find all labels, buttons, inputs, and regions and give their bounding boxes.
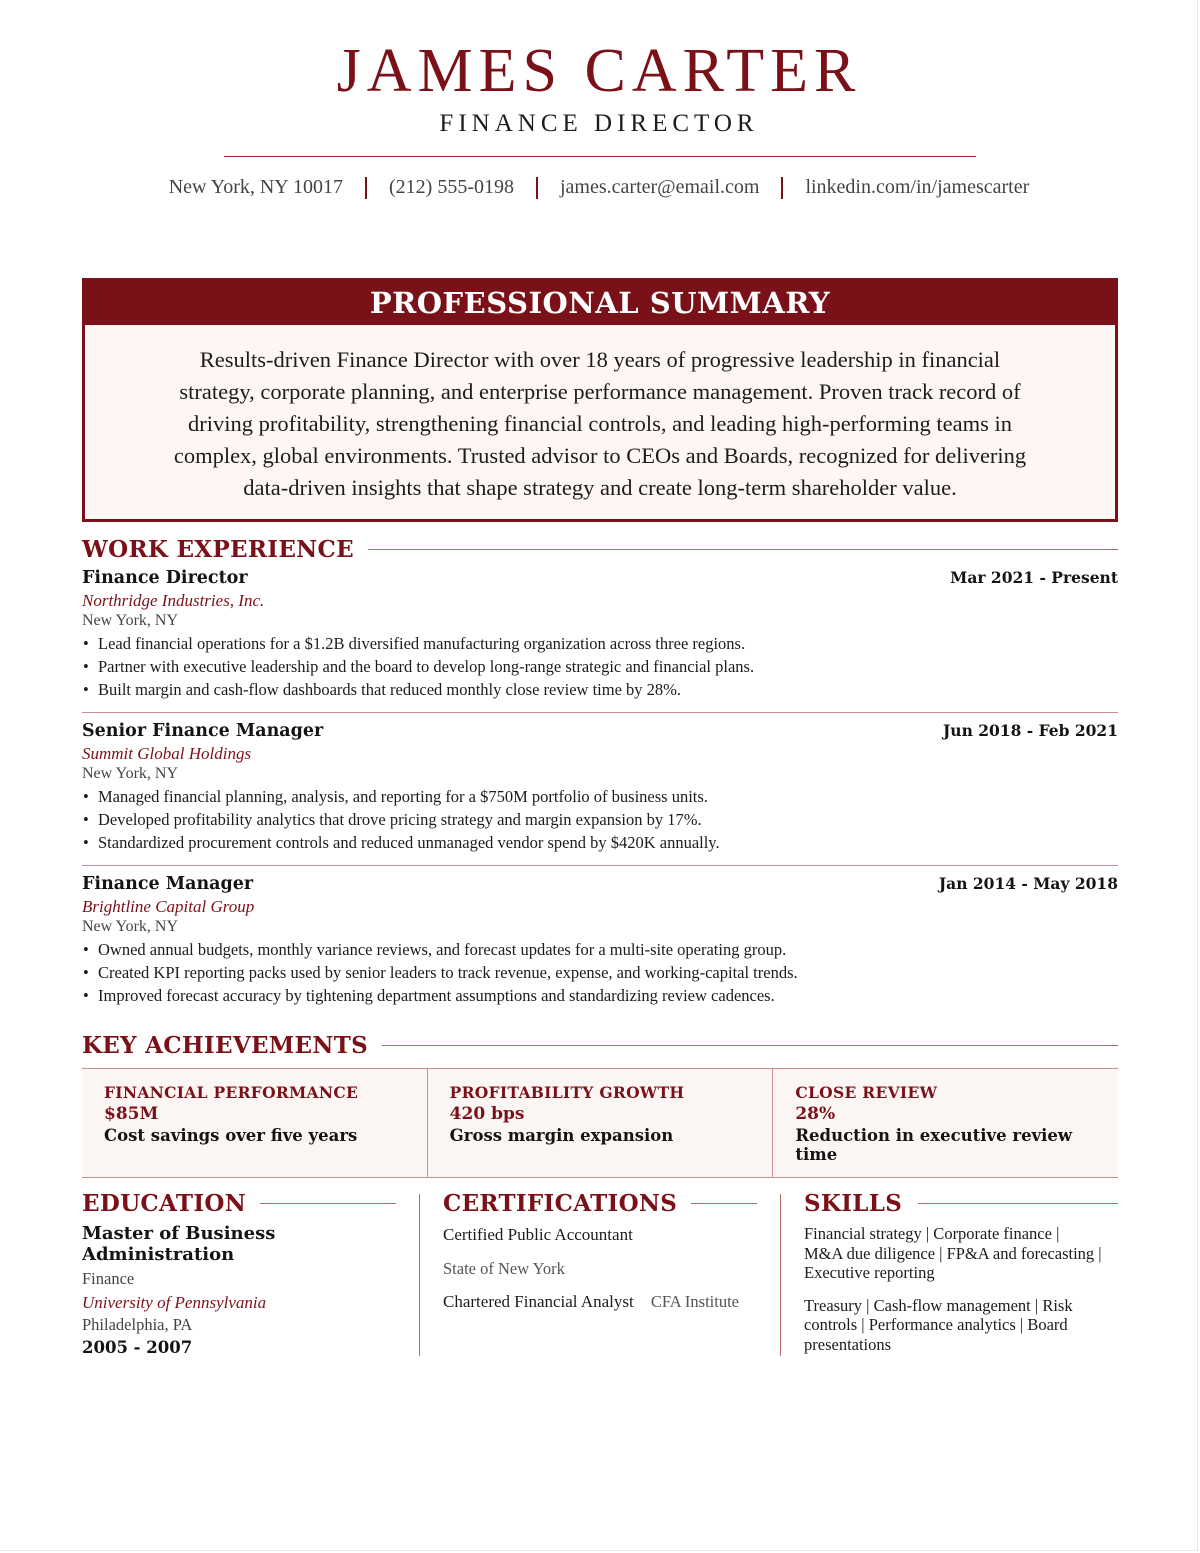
achievement-description: Gross margin expansion: [449, 1126, 674, 1145]
section-title: SKILLS: [804, 1190, 903, 1217]
achievement-card: [82, 1069, 427, 1177]
job-entry: [82, 874, 1118, 1007]
job-divider: [82, 712, 1118, 713]
job-bullet: • Owned annual budgets, monthly variance reviews, and forecast updates for a multi-site operating group.: [82, 938, 1118, 961]
achievement-description: Reduction in executive review time: [795, 1126, 1073, 1164]
summary-line: strategy, corporate planning, and enterprise performance management. Proven track record of: [179, 379, 1021, 404]
column-divider: [780, 1194, 781, 1356]
school-name: University of Pennsylvania: [82, 1293, 267, 1312]
achievement-card: [427, 1069, 773, 1177]
job-bullets: [82, 938, 1118, 1007]
education-column: [82, 1190, 396, 1357]
header-divider: [224, 156, 976, 157]
certifications-column: [443, 1190, 757, 1312]
contact-email: james.carter@email.com: [560, 176, 760, 198]
job-bullet: • Developed profitability analytics that drove pricing strategy and margin expansion by 17%.: [82, 808, 1118, 831]
job-bullet: • Built margin and cash-flow dashboards that reduced monthly close review time by 28%.: [82, 678, 1118, 701]
job-dates: Mar 2021 - Present: [950, 568, 1118, 587]
job-title: Senior Finance Manager: [82, 721, 324, 741]
professional-summary: [82, 278, 1118, 522]
achievement-card: [772, 1069, 1118, 1177]
job-bullet: • Standardized procurement controls and reduced unmanaged vendor spend by $420K annually.: [82, 831, 1118, 854]
summary-line: driving profitability, strengthening financial controls, and leading high-performing teams in: [188, 411, 1012, 436]
section-rule: [260, 1203, 396, 1204]
candidate-title: FINANCE DIRECTOR: [439, 110, 759, 137]
achievement-value: 28%: [795, 1104, 836, 1124]
job-bullet: • Lead financial operations for a $1.2B diversified manufacturing organization across three regions.: [82, 632, 1118, 655]
achievements-panel: [82, 1068, 1118, 1178]
summary-heading: PROFESSIONAL SUMMARY: [85, 281, 1115, 325]
summary-text: [85, 325, 1115, 504]
job-company: Brightline Capital Group: [82, 897, 255, 916]
job-bullet: • Created KPI reporting packs used by senior leaders to track revenue, expense, and working-capital trends.: [82, 961, 1118, 984]
degree-name: Administration: [82, 1244, 235, 1265]
contact-bar: [0, 176, 1198, 199]
achievement-label: FINANCIAL PERFORMANCE: [104, 1083, 359, 1102]
education-years: 2005 - 2007: [82, 1338, 193, 1357]
candidate-name: JAMES CARTER: [336, 37, 862, 105]
school-location: Philadelphia, PA: [82, 1315, 193, 1334]
degree-name: Master of Business: [82, 1223, 276, 1244]
achievement-description: Cost savings over five years: [104, 1126, 358, 1145]
contact-separator: [781, 177, 783, 199]
certification-name: Chartered Financial Analyst: [443, 1292, 634, 1311]
section-title: KEY ACHIEVEMENTS: [82, 1032, 369, 1059]
certification-name: Certified Public Accountant: [443, 1225, 633, 1244]
key-achievements-heading: [82, 1032, 1118, 1059]
job-location: New York, NY: [82, 918, 179, 935]
job-company: Summit Global Holdings: [82, 744, 252, 763]
job-location: New York, NY: [82, 765, 179, 782]
job-dates: Jun 2018 - Feb 2021: [942, 721, 1118, 740]
summary-line: Results-driven Finance Director with over 18 years of progressive leadership in financial: [199, 347, 1001, 372]
job-bullet: • Managed financial planning, analysis, and reporting for a $750M portfolio of business units.: [82, 785, 1118, 808]
contact-phone: (212) 555-0198: [389, 176, 514, 198]
education-heading: [82, 1190, 396, 1217]
section-rule: [691, 1203, 757, 1204]
certifications-heading: [443, 1190, 757, 1217]
section-title: CERTIFICATIONS: [443, 1190, 678, 1217]
skills-line: Treasury | Cash-flow management | Risk: [804, 1295, 1073, 1315]
column-divider: [419, 1194, 420, 1356]
certification-issuer: CFA Institute: [650, 1292, 739, 1311]
contact-separator: [365, 177, 367, 199]
job-divider: [82, 865, 1118, 866]
job-entry: [82, 568, 1118, 701]
skills-line: presentations: [804, 1334, 892, 1354]
certification-issuer: State of New York: [443, 1259, 565, 1278]
job-bullets: [82, 632, 1118, 701]
section-title: EDUCATION: [82, 1190, 247, 1217]
skills-line: M&A due diligence | FP&A and forecasting |: [804, 1243, 1102, 1263]
section-rule: [918, 1203, 1118, 1204]
skills-heading: [804, 1190, 1118, 1217]
certification-entry: [443, 1292, 757, 1312]
skills-group: [804, 1296, 1118, 1355]
job-company: Northridge Industries, Inc.: [82, 591, 265, 610]
job-bullets: [82, 785, 1118, 854]
skills-line: controls | Performance analytics | Board: [804, 1315, 1068, 1334]
skills-line: Executive reporting: [804, 1263, 935, 1282]
summary-line: data-driven insights that shape strategy and create long-term shareholder value.: [243, 475, 957, 500]
achievement-label: CLOSE REVIEW: [795, 1083, 938, 1102]
achievement-label: PROFITABILITY GROWTH: [449, 1083, 685, 1102]
work-experience-heading: [82, 536, 1118, 563]
job-bullet: • Improved forecast accuracy by tightening department assumptions and standardizing review cadences.: [82, 984, 1118, 1007]
skills-column: [804, 1190, 1118, 1354]
contact-linkedin: linkedin.com/in/jamescarter: [805, 176, 1030, 198]
job-location: New York, NY: [82, 612, 179, 629]
skills-line: Financial strategy | Corporate finance |: [804, 1224, 1060, 1243]
contact-location: New York, NY 10017: [168, 176, 344, 198]
degree-field: Finance: [82, 1269, 135, 1288]
section-rule: [382, 1045, 1118, 1046]
job-title: Finance Manager: [82, 874, 254, 894]
achievement-value: $85M: [104, 1104, 159, 1124]
job-entry: [82, 721, 1118, 854]
section-title: WORK EXPERIENCE: [82, 536, 354, 563]
summary-line: complex, global environments. Trusted advisor to CEOs and Boards, recognized for delivering: [173, 443, 1027, 468]
contact-separator: [536, 177, 538, 199]
skills-group: [804, 1224, 1118, 1283]
job-title: Finance Director: [82, 568, 248, 588]
job-dates: Jan 2014 - May 2018: [938, 874, 1118, 893]
section-rule: [368, 549, 1118, 550]
job-bullet: • Partner with executive leadership and the board to develop long-range strategic and financial plans.: [82, 655, 1118, 678]
achievement-value: 420 bps: [449, 1104, 525, 1124]
